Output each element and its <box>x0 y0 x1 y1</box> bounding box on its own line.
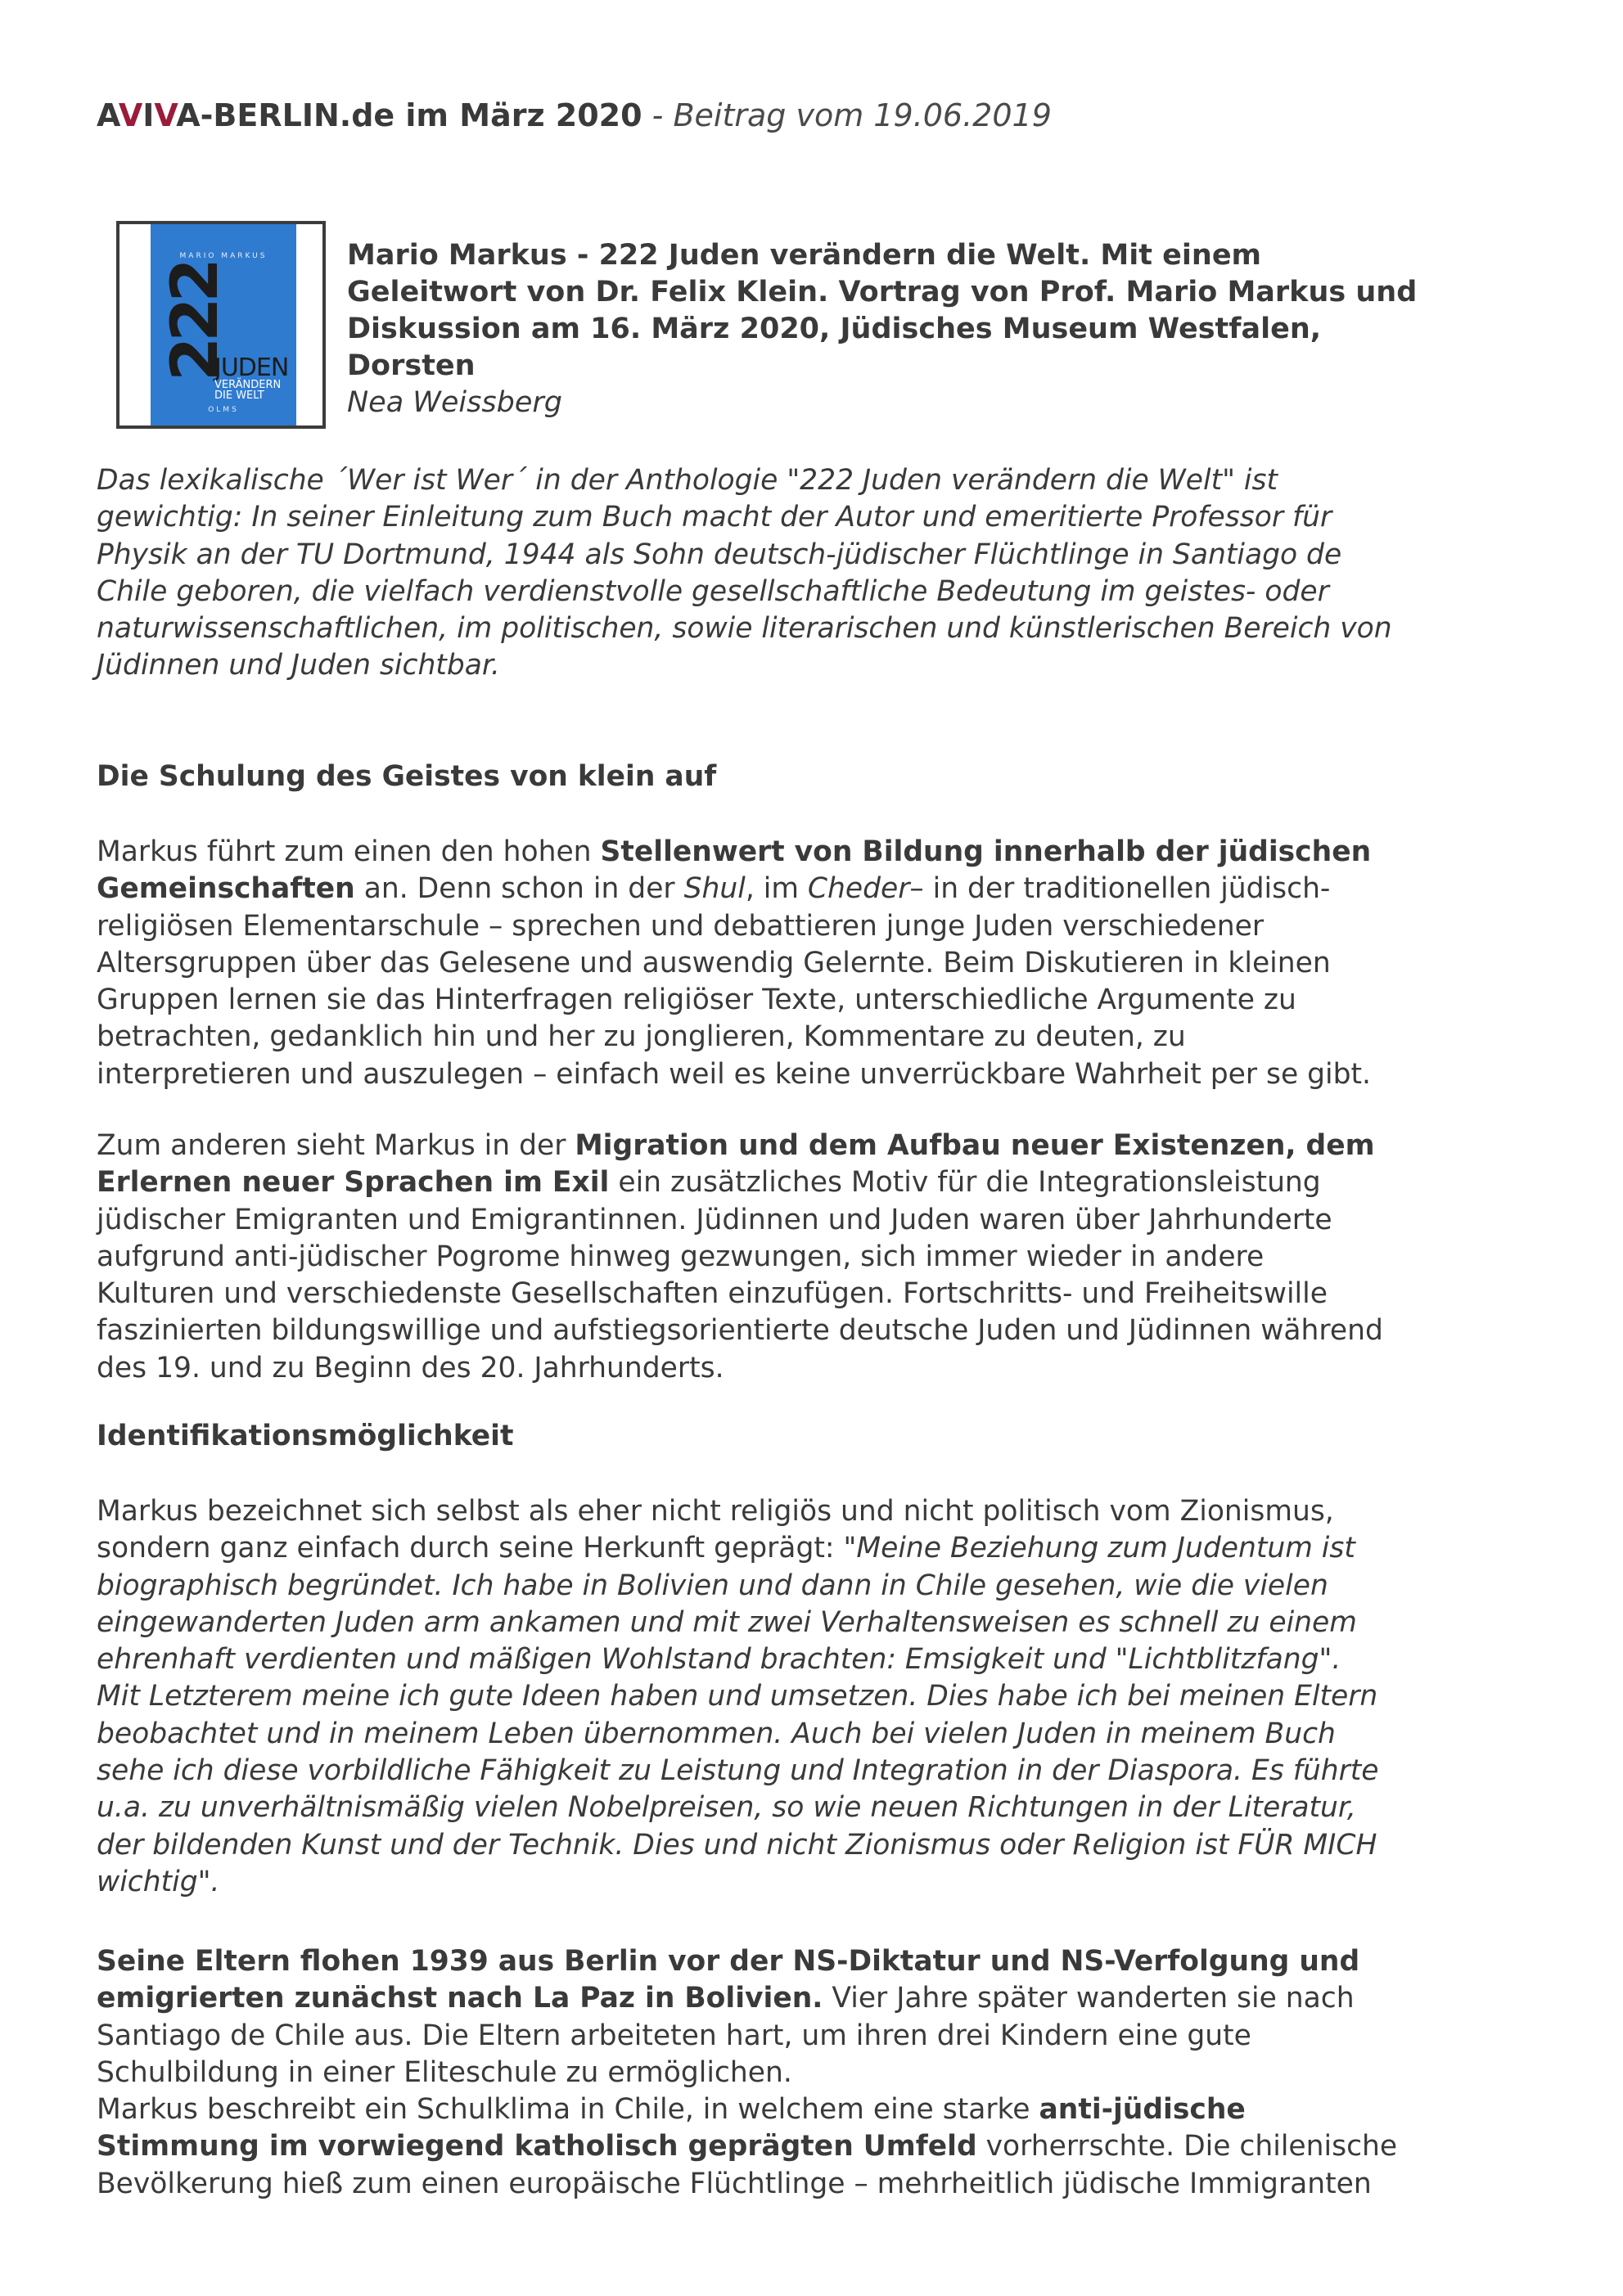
paragraph-line: Kulturen und verschiedenste Gesellschaften einzufügen. Fortschritts- und Freiheitswille <box>97 1277 1328 1311</box>
article-title-block <box>347 237 1493 421</box>
paragraph-line: faszinierten bildungswillige und aufstiegsorientierte deutsche Juden und Jüdinnen während <box>97 1314 1383 1348</box>
book-cover-image <box>116 221 326 429</box>
paragraph <box>97 1493 1488 1901</box>
site-letter-accent: V <box>154 97 177 133</box>
paragraph-line: Santiago de Chile aus. Die Eltern arbeiteten hart, um ihren drei Kindern eine gute <box>97 2019 1251 2052</box>
cover-subtitle <box>214 380 281 401</box>
paragraph-line: aufgrund anti-jüdischer Pogrome hinweg gezwungen, sich immer wieder in andere <box>97 1240 1265 1273</box>
bold-text: emigrierten zunächst nach La Paz in Bolivien. <box>97 1982 823 2015</box>
bold-text: Erlernen neuer Sprachen im Exil <box>97 1166 610 1200</box>
text: – in der traditionellen jüdisch- <box>909 872 1331 906</box>
bold-text: anti-jüdische <box>1039 2093 1246 2127</box>
cover-subtitle-line: VERÄNDERN <box>214 379 282 391</box>
bold-text: Stimmung im vorwiegend katholisch geprägten Umfeld <box>97 2130 977 2163</box>
paragraph <box>97 1128 1488 1387</box>
quote-line: u.a. zu unverhältnismäßig vielen Nobelpreisen, so wie neuen Richtungen in der Literatur, <box>97 1791 1356 1825</box>
intro-line: Das lexikalische ´Wer ist Wer´ in der Anthologie "222 Juden verändern die Welt" ist <box>97 464 1278 497</box>
article-title <box>347 237 1493 385</box>
quote-line: sehe ich diese vorbildliche Fähigkeit zu Leistung und Integration in der Diaspora. Es führte <box>97 1754 1379 1788</box>
paragraph-line: jüdischer Emigranten und Emigrantinnen. Jüdinnen und Juden waren über Jahrhunderte <box>97 1203 1332 1236</box>
text: vorherrschte. Die chilenische <box>976 2130 1398 2163</box>
title-line: Diskussion am 16. März 2020, Jüdisches Museum Westfalen, <box>347 313 1322 345</box>
quote-line: der bildenden Kunst und der Technik. Dies und nicht Zionismus oder Religion ist FÜR MICH <box>97 1828 1377 1862</box>
title-line: Dorsten <box>347 349 476 382</box>
paragraph-line <box>97 1164 1488 1201</box>
cover-title-word: JUDEN <box>214 353 289 382</box>
site-letter: I <box>142 97 155 133</box>
article-intro <box>97 462 1488 685</box>
article-author: Nea Weissberg <box>347 386 562 419</box>
paragraph-line: des 19. und zu Beginn des 20. Jahrhunderts. <box>97 1351 724 1384</box>
title-line: Geleitwort von Dr. Felix Klein. Vortrag von Prof. Mario Markus und <box>347 276 1418 308</box>
text: sondern ganz einfach durch seine Herkunft geprägt: <box>97 1532 844 1565</box>
intro-line: Jüdinnen und Juden sichtbar. <box>97 649 500 682</box>
intro-line: Chile geboren, die vielfach verdienstvolle gesellschaftliche Bedeutung im geistes- oder <box>97 574 1329 608</box>
bold-text: Gemeinschaften <box>97 872 355 906</box>
paragraph-line: Bevölkerung hieß zum einen europäische Flüchtlinge – mehrheitlich jüdische Immigranten <box>97 2167 1372 2200</box>
section-heading: Die Schulung des Geistes von klein auf <box>97 760 717 793</box>
cover-subtitle-line: DIE WELT <box>214 389 264 402</box>
paragraph-line <box>97 1128 1488 1164</box>
paragraph-line: Altersgruppen über das Gelesene und auswendig Gelernte. Beim Diskutieren in kleinen <box>97 946 1331 979</box>
italic-term: Shul <box>683 872 746 906</box>
text: ein zusätzliches Motiv für die Integrationsleistung <box>609 1166 1321 1200</box>
text: an. Denn schon in der <box>354 872 684 906</box>
bold-text: Seine Eltern flohen 1939 aus Berlin vor der NS-Diktatur und NS-Verfolgung und <box>97 1945 1360 1978</box>
site-letter: A <box>97 97 119 133</box>
header-separator: - <box>642 97 674 133</box>
paragraph-line: religiösen Elementarschule – sprechen und debattieren junge Juden verschiedener <box>97 909 1265 943</box>
paragraph-line <box>97 2091 1488 2128</box>
cover-author: MARIO MARKUS <box>179 252 268 260</box>
title-line: Mario Markus - 222 Juden verändern die Welt. Mit einem <box>347 239 1262 272</box>
site-name <box>97 97 642 133</box>
quote-text: "Meine Beziehung zum Judentum ist <box>843 1532 1355 1565</box>
site-name-rest: A-BERLIN.de im März 2020 <box>176 97 642 133</box>
bold-text: Stellenwert von Bildung innerhalb der jüdischen <box>600 835 1372 868</box>
paragraph-line: Markus bezeichnet sich selbst als eher nicht religiös und nicht politisch vom Zionismus, <box>97 1495 1334 1528</box>
quote-line: eingewanderten Juden arm ankamen und mit zwei Verhaltensweisen es schnell zu einem <box>97 1605 1357 1639</box>
quote-line: Mit Letzterem meine ich gute Ideen haben und umsetzen. Dies habe ich bei meinen Eltern <box>97 1680 1378 1713</box>
text: Vier Jahre später wanderten sie nach <box>823 1982 1355 2015</box>
book-cover <box>151 224 296 425</box>
text: Markus führt zum einen den hohen <box>97 835 601 868</box>
intro-line: gewichtig: In seiner Einleitung zum Buch macht der Autor und emeritierte Professor für <box>97 501 1332 534</box>
quote-line: ehrenhaft verdienten und mäßigen Wohlstand brachten: Emsigkeit und "Lichtblitzfang". <box>97 1643 1341 1677</box>
bold-text: Migration und dem Aufbau neuer Existenzen, dem <box>575 1129 1375 1162</box>
paragraph <box>97 834 1488 1093</box>
text: Markus beschreibt ein Schulklima in Chile, in welchem eine starke <box>97 2093 1039 2127</box>
cover-number: 222 <box>159 263 232 381</box>
intro-line: Physik an der TU Dortmund, 1944 als Sohn deutsch-jüdischer Flüchtlinge in Santiago de <box>97 538 1342 571</box>
intro-line: naturwissenschaftlichen, im politischen, sowie literarischen und künstlerischen Bereich von <box>97 612 1392 646</box>
cover-publisher: OLMS <box>208 406 239 414</box>
italic-term: Cheder <box>807 872 910 906</box>
quote-line: beobachtet und in meinem Leben übernommen. Auch bei vielen Juden in meinem Buch <box>97 1717 1336 1750</box>
paragraph-line <box>97 1980 1488 2017</box>
paragraph-line <box>97 871 1488 907</box>
quote-line: biographisch begründet. Ich habe in Bolivien und dann in Chile gesehen, wie die vielen <box>97 1569 1328 1602</box>
paragraph-line <box>97 2128 1488 2165</box>
paragraph-line: Gruppen lernen sie das Hinterfragen religiöser Texte, unterschiedliche Argumente zu <box>97 984 1296 1017</box>
paragraph-line: Schulbildung in einer Eliteschule zu ermöglichen. <box>97 2055 792 2089</box>
paragraph-line: interpretieren und auszulegen – einfach weil es keine unverrückbare Wahrheit per se gibt. <box>97 1057 1372 1091</box>
paragraph-line <box>97 1943 1488 1980</box>
section-heading: Identifikationsmöglichkeit <box>97 1420 514 1452</box>
text: Zum anderen sieht Markus in der <box>97 1129 575 1162</box>
site-letter-accent: V <box>118 97 143 133</box>
text: , im <box>745 872 808 906</box>
quote-line: wichtig". <box>97 1865 220 1898</box>
paragraph <box>97 1943 1488 2203</box>
paragraph-line <box>97 1530 1488 1567</box>
page-header <box>97 95 1052 136</box>
post-date: Beitrag vom 19.06.2019 <box>673 97 1052 133</box>
paragraph-line <box>97 834 1488 871</box>
paragraph-line: betrachten, gedanklich hin und her zu jonglieren, Kommentare zu deuten, zu <box>97 1020 1186 1054</box>
